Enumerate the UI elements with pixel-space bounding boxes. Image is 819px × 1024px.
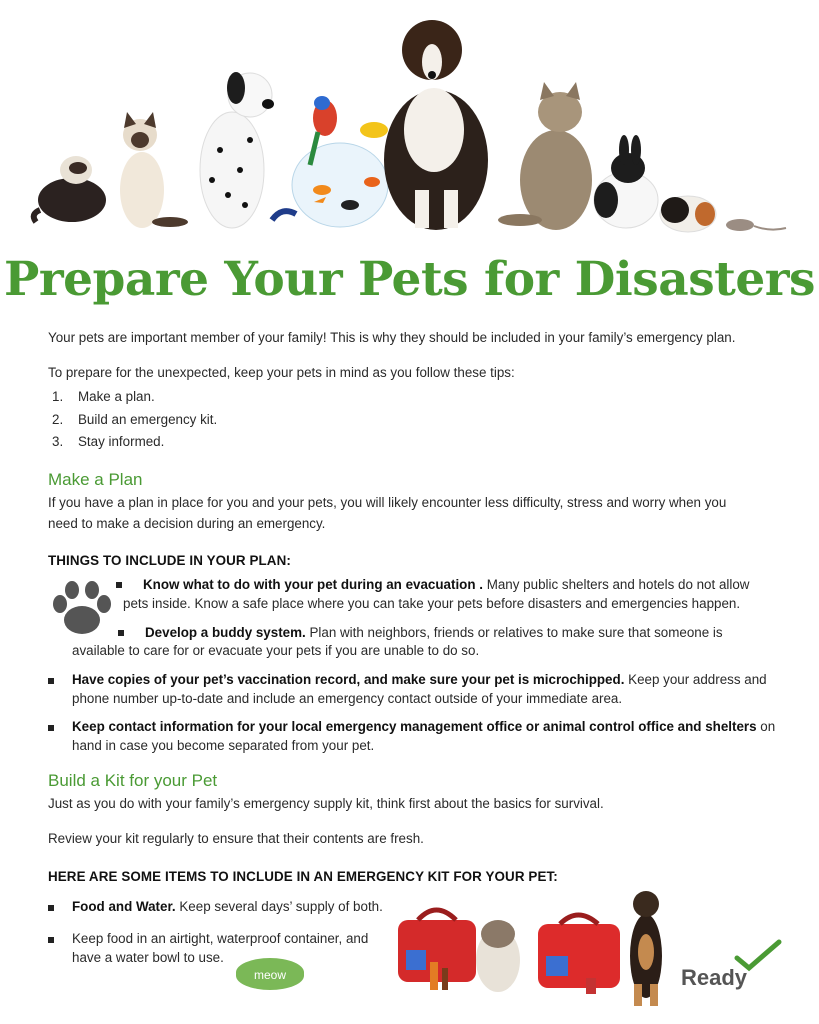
make-plan-line-2: need to make a decision during an emergency. [48,516,326,531]
plan-item-3-cont: phone number up-to-date and include an emergency contact outside of your immediate area. [72,691,623,706]
dalmatian-illustration [200,72,274,228]
bullet-icon [48,725,54,731]
rabbit-illustration [594,135,658,228]
list-item: 3. Stay informed. [52,434,165,449]
plan-item-3: Have copies of your pet’s vaccination record, and make sure your pet is microchipped. Keep your address and [72,672,767,687]
make-plan-heading: Make a Plan [48,470,143,489]
plan-item-1: Know what to do with your pet during an evacuation . Many public shelters and hotels do not allow [143,577,750,592]
intro-text: Your pets are important member of your family! This is why they should be included in your family’s emergency plan. [48,330,736,345]
pet-bowl-label: meow [236,958,304,990]
plan-list-heading: THINGS TO INCLUDE IN YOUR PLAN: [48,553,291,568]
build-kit-line-2: Review your kit regularly to ensure that their contents are fresh. [48,831,424,846]
kit-list-heading: HERE ARE SOME ITEMS TO INCLUDE IN AN EMERGENCY KIT FOR YOUR PET: [48,869,558,884]
kit-item-2: Keep food in an airtight, waterproof container, and [72,931,369,946]
bullet-icon [48,678,54,684]
bullet-icon [118,630,124,636]
guinea-pig-illustration [660,196,716,232]
kit-item-2-cont: have a water bowl to use. [72,950,224,965]
bullet-icon [48,937,54,943]
mouse-illustration [726,219,786,231]
kit-item-1: Food and Water. Keep several days’ supply of both. [72,899,383,914]
plan-item-4: Keep contact information for your local emergency management office or animal control office and shelters on [72,719,776,734]
page-title: Prepare Your Pets for Disasters [4,252,815,307]
tabby-cat-illustration [498,82,592,230]
list-item: 2. Build an emergency kit. [52,411,218,427]
paw-print-icon [48,578,116,638]
bullet-icon [116,582,122,588]
plan-item-1-cont: pets inside. Know a safe place where you can take your pets before disasters and emergencies happen. [123,596,741,611]
tips-list [52,386,217,454]
build-kit-heading: Build a Kit for your Pet [48,771,218,790]
plan-item-2-cont: available to care for or evacuate your pets if you are unable to do so. [72,643,480,658]
build-kit-line-1: Just as you do with your family’s emergency supply kit, think first about the basics for survival. [48,796,604,811]
emergency-kit-image [388,880,678,1020]
list-item: 1. Make a plan. [52,389,155,404]
siamese-cat-illustration [120,112,188,228]
pets-banner-image [0,0,819,240]
make-plan-line-1: If you have a plan in place for you and your pets, you will likely encounter less difficulty, stress and worry when you [48,495,727,510]
ferret-illustration [34,156,106,222]
tips-lead-text: To prepare for the unexpected, keep your pets in mind as you follow these tips: [48,365,515,380]
ready-logo: Ready [681,965,748,990]
plan-item-4-cont: hand in case you become separated from your pet. [72,738,375,753]
plan-item-2: Develop a buddy system. Plan with neighbors, friends or relatives to make sure that someone is [145,625,723,640]
fishbowl-illustration [272,96,388,227]
collie-illustration [384,20,488,230]
bullet-icon [48,905,54,911]
